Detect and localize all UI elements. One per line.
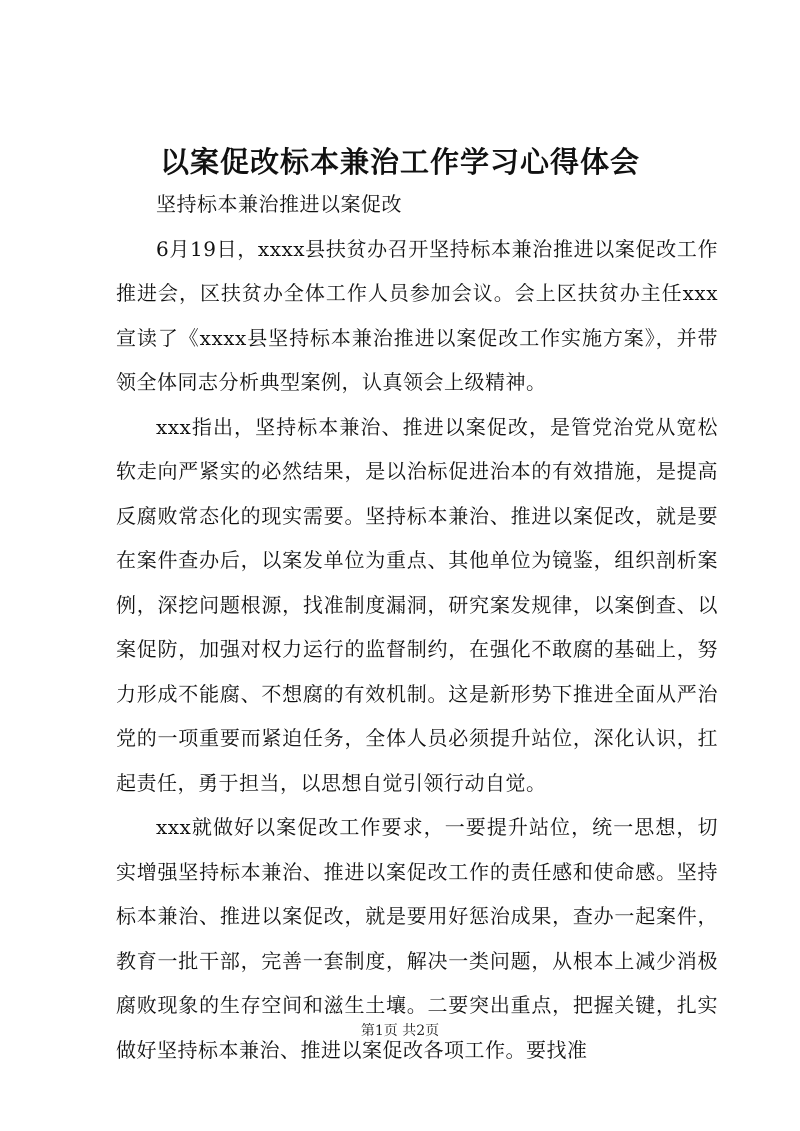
page-number-footer: 第1页 共2页 xyxy=(360,1023,440,1039)
document-title: 以案促改标本兼治工作学习心得体会 xyxy=(159,145,640,179)
paragraph-1: 6月19日，xxxx县扶贫办召开坚持标本兼治推进以案促改工作推进会，区扶贫办全体工作人员参加会议。会上区扶贫办主任xxx宣读了《xxxx县坚持标本兼治推进以案促改工作实施方案》，并带领全体同志分析典型案例，认真领会上级精神。 xyxy=(116,236,718,394)
paragraph-3: xxx就做好以案促改工作要求，一要提升站位，统一思想，切实增强坚持标本兼治、推进以案促改工作的责任感和使命感。坚持标本兼治、推进以案促改，就是要用好惩治成果，查办一起案件，教育一批干部，完善一套制度，解决一类问题，从根本上减少消极腐败现象的生存空间和滋生土壤。二要突出重点，把握关键，扎实做好坚持标本兼治、推进以案促改各项工作。要找准 xyxy=(116,815,718,1062)
paragraph-2: xxx指出，坚持标本兼治、推进以案促改，是管党治党从宽松软走向严紧实的必然结果，是以治标促进治本的有效措施，是提高反腐败常态化的现实需要。坚持标本兼治、推进以案促改，就是要在案件查办后，以案发单位为重点、其他单位为镜鉴，组织剖析案例，深挖问题根源，找准制度漏洞，研究案发规律，以案倒查、以案促防，加强对权力运行的监督制约，在强化不敢腐的基础上，努力形成不能腐、不想腐的有效机制。这是新形势下推进全面从严治党的一项重要而紧迫任务，全体人员必须提升站位，深化认识，扛起责任，勇于担当，以思想自觉引领行动自觉。 xyxy=(116,414,718,795)
document-body xyxy=(116,182,718,1072)
document-subtitle: 坚持标本兼治推进以案促改 xyxy=(156,192,402,216)
